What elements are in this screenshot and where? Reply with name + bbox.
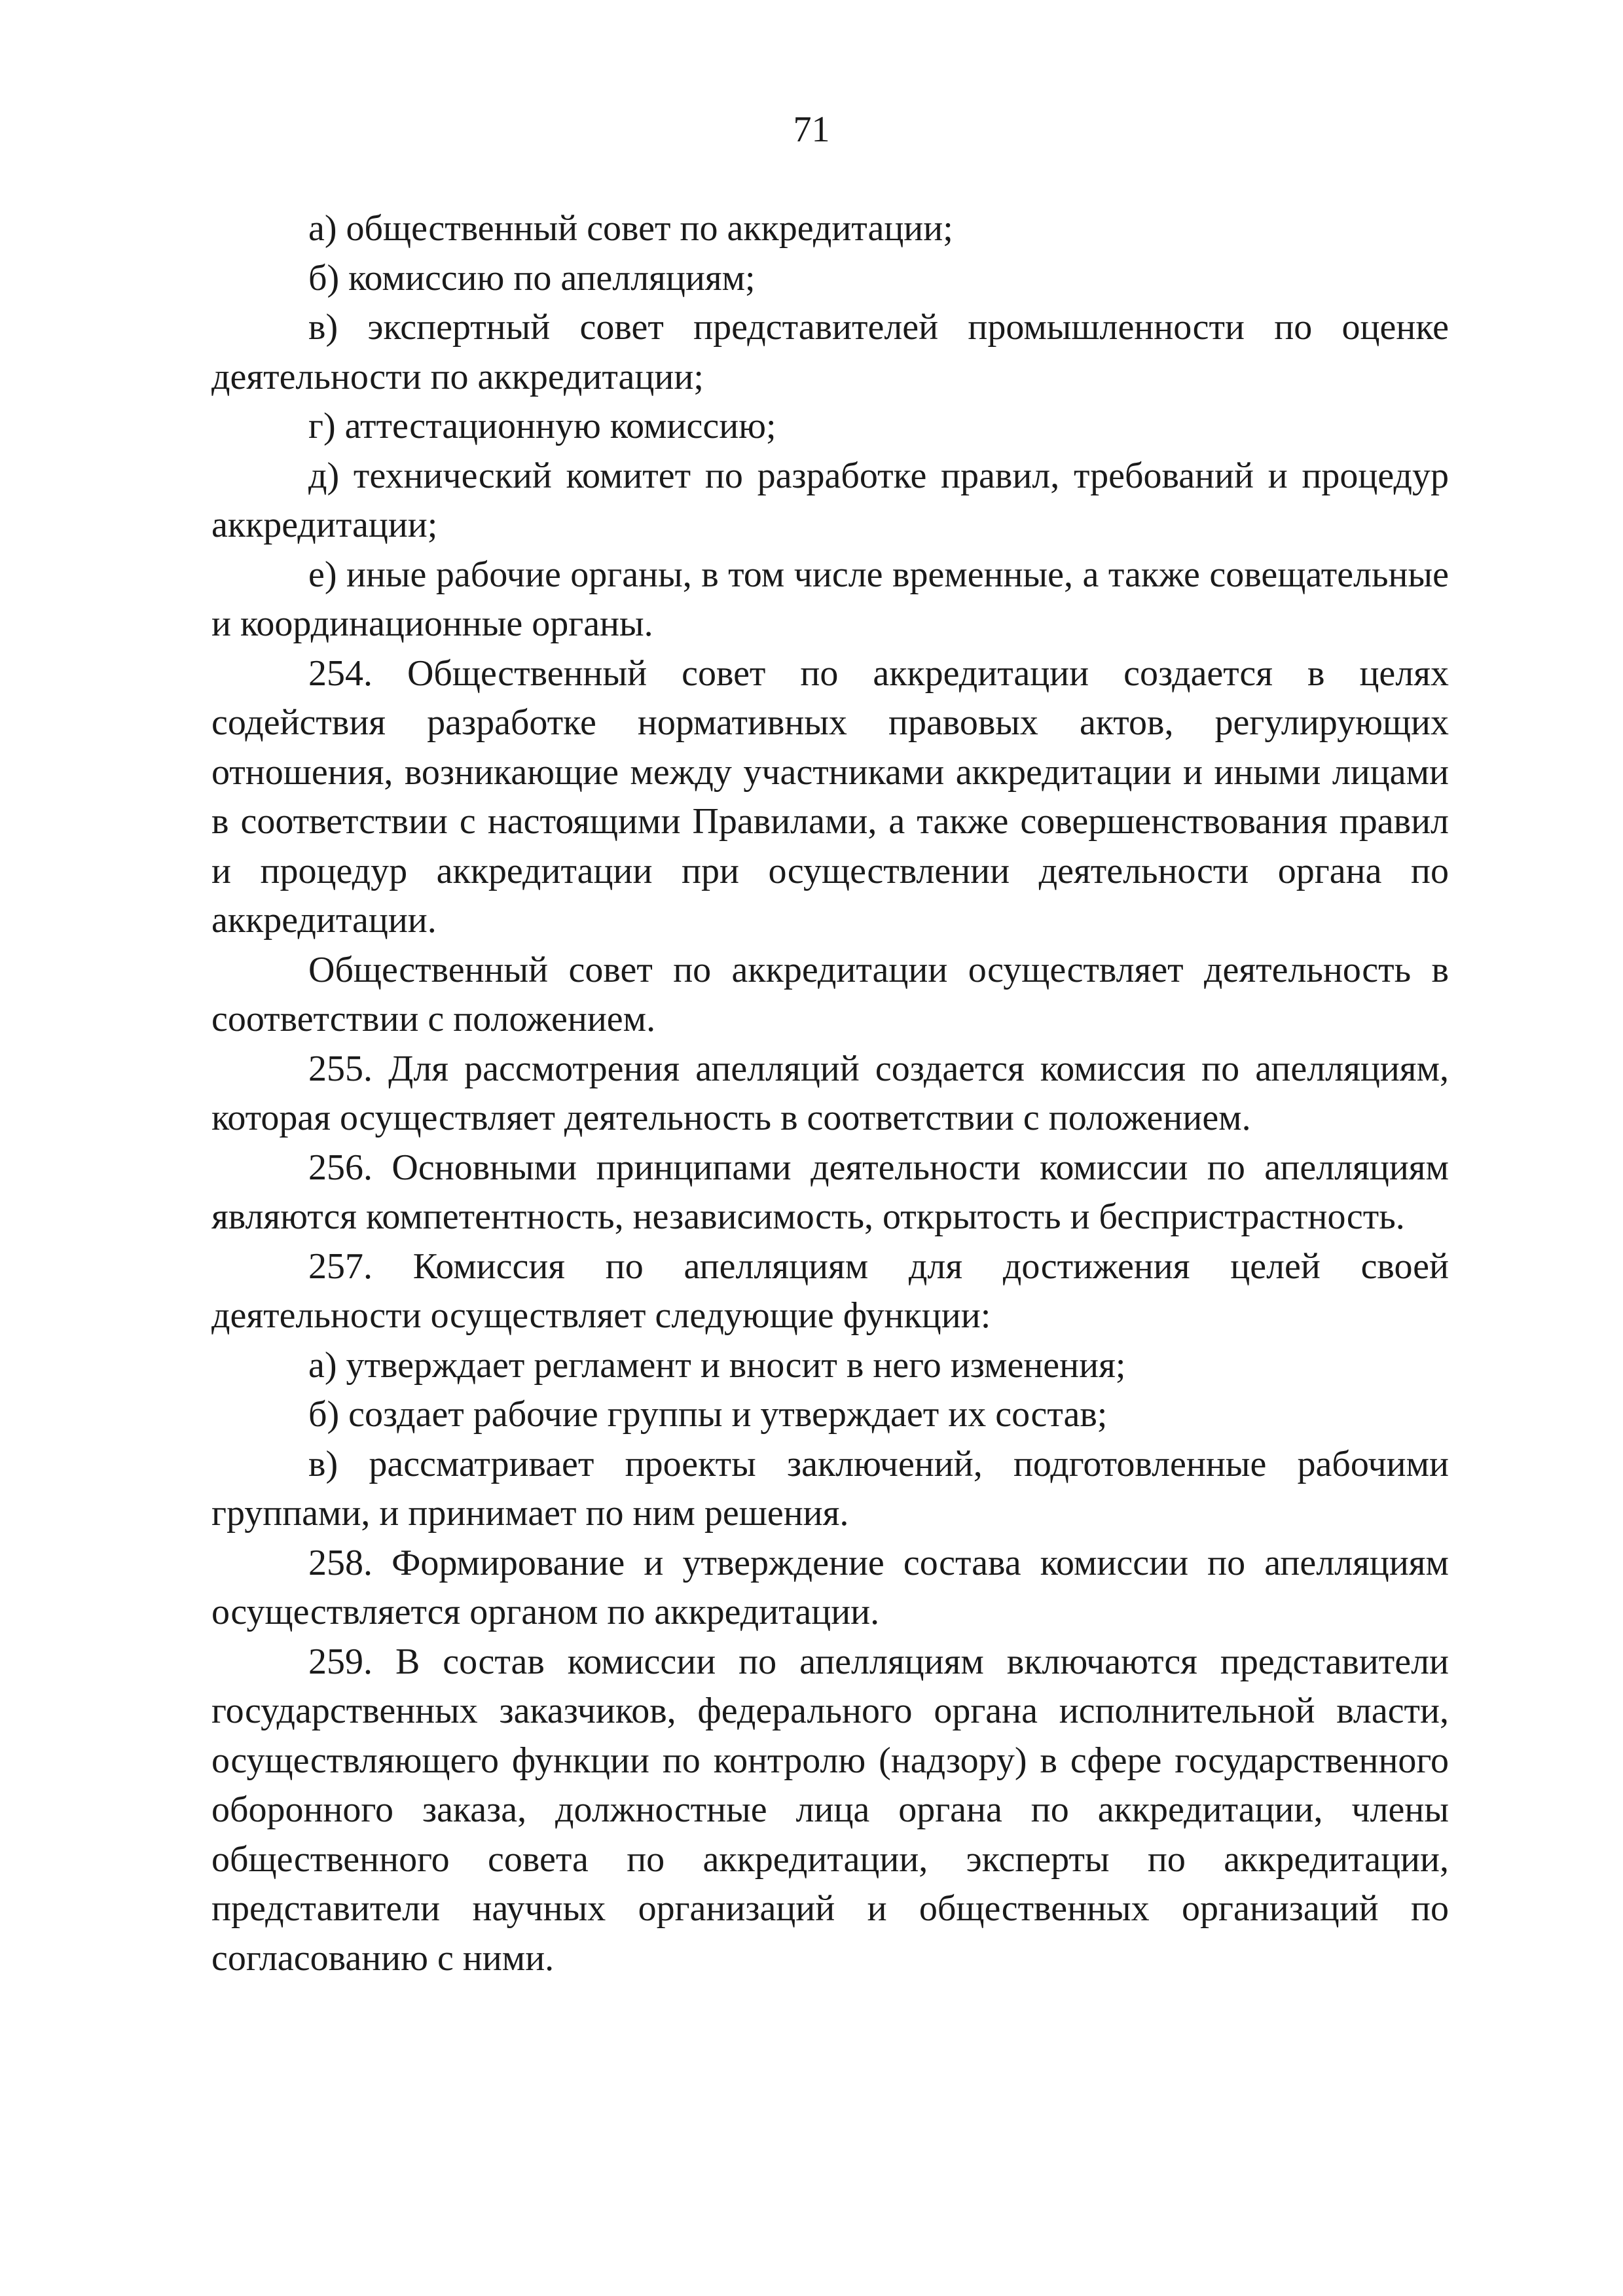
paragraph-256: 256. Основными принципами деятельности комиссии по апелляциям являются компетентность, независимость, открытость и беспристрастность. [211,1147,1449,1237]
paragraph-254-continued: Общественный совет по аккредитации осуществляет деятельность в соответствии с положением. [211,949,1449,1039]
paragraph-258: 258. Формирование и утверждение состава комиссии по апелляциям осуществляется органом по аккредитации. [211,1542,1449,1632]
paragraph-257: 257. Комиссия по апелляциям для достижения целей своей деятельности осуществляет следующие функции: [211,1246,1449,1336]
paragraph-259: 259. В состав комиссии по апелляциям включаются представители государственных заказчиков, федерального органа исполнительной власти, осуществляющего функции по контролю (надзору) в сфере государственного оборонного заказа, должностные лица органа по аккредитации, члены общественного совета по аккредитации, эксперты по аккредитации, представители научных организаций и общественных организаций по согласованию с ними. [211,1641,1449,1979]
list-item-b: б) комиссию по апелляциям; [308,257,756,298]
paragraph-257-item-v: в) рассматривает проекты заключений, подготовленные рабочими группами, и принимает по ним решения. [211,1443,1449,1534]
paragraph-257-item-a: а) утверждает регламент и вносит в него изменения; [308,1344,1126,1386]
document-body [211,204,1449,1983]
list-item-d: д) технический комитет по разработке правил, требований и процедур аккредитации; [211,455,1449,545]
paragraph-254: 254. Общественный совет по аккредитации создается в целях содействия разработке нормативных правовых актов, регулирующих отношения, возникающие между участниками аккредитации и иными лицами в соответствии с настоящими Правилами, а также совершенствования правил и процедур аккредитации при осуществлении деятельности органа по аккредитации. [211,653,1449,941]
paragraph-257-item-b: б) создает рабочие группы и утверждает их состав; [308,1394,1108,1435]
list-item-e: е) иные рабочие органы, в том числе временные, а также совещательные и координационные органы. [211,554,1449,644]
paragraph-255: 255. Для рассмотрения апелляций создается комиссия по апелляциям, которая осуществляет деятельность в соответствии с положением. [211,1048,1449,1138]
list-item-g: г) аттестационную комиссию; [308,406,776,446]
list-item-a: а) общественный совет по аккредитации; [308,208,953,249]
page-number: 71 [793,109,830,150]
list-item-v: в) экспертный совет представителей промышленности по оценке деятельности по аккредитации; [211,307,1449,397]
